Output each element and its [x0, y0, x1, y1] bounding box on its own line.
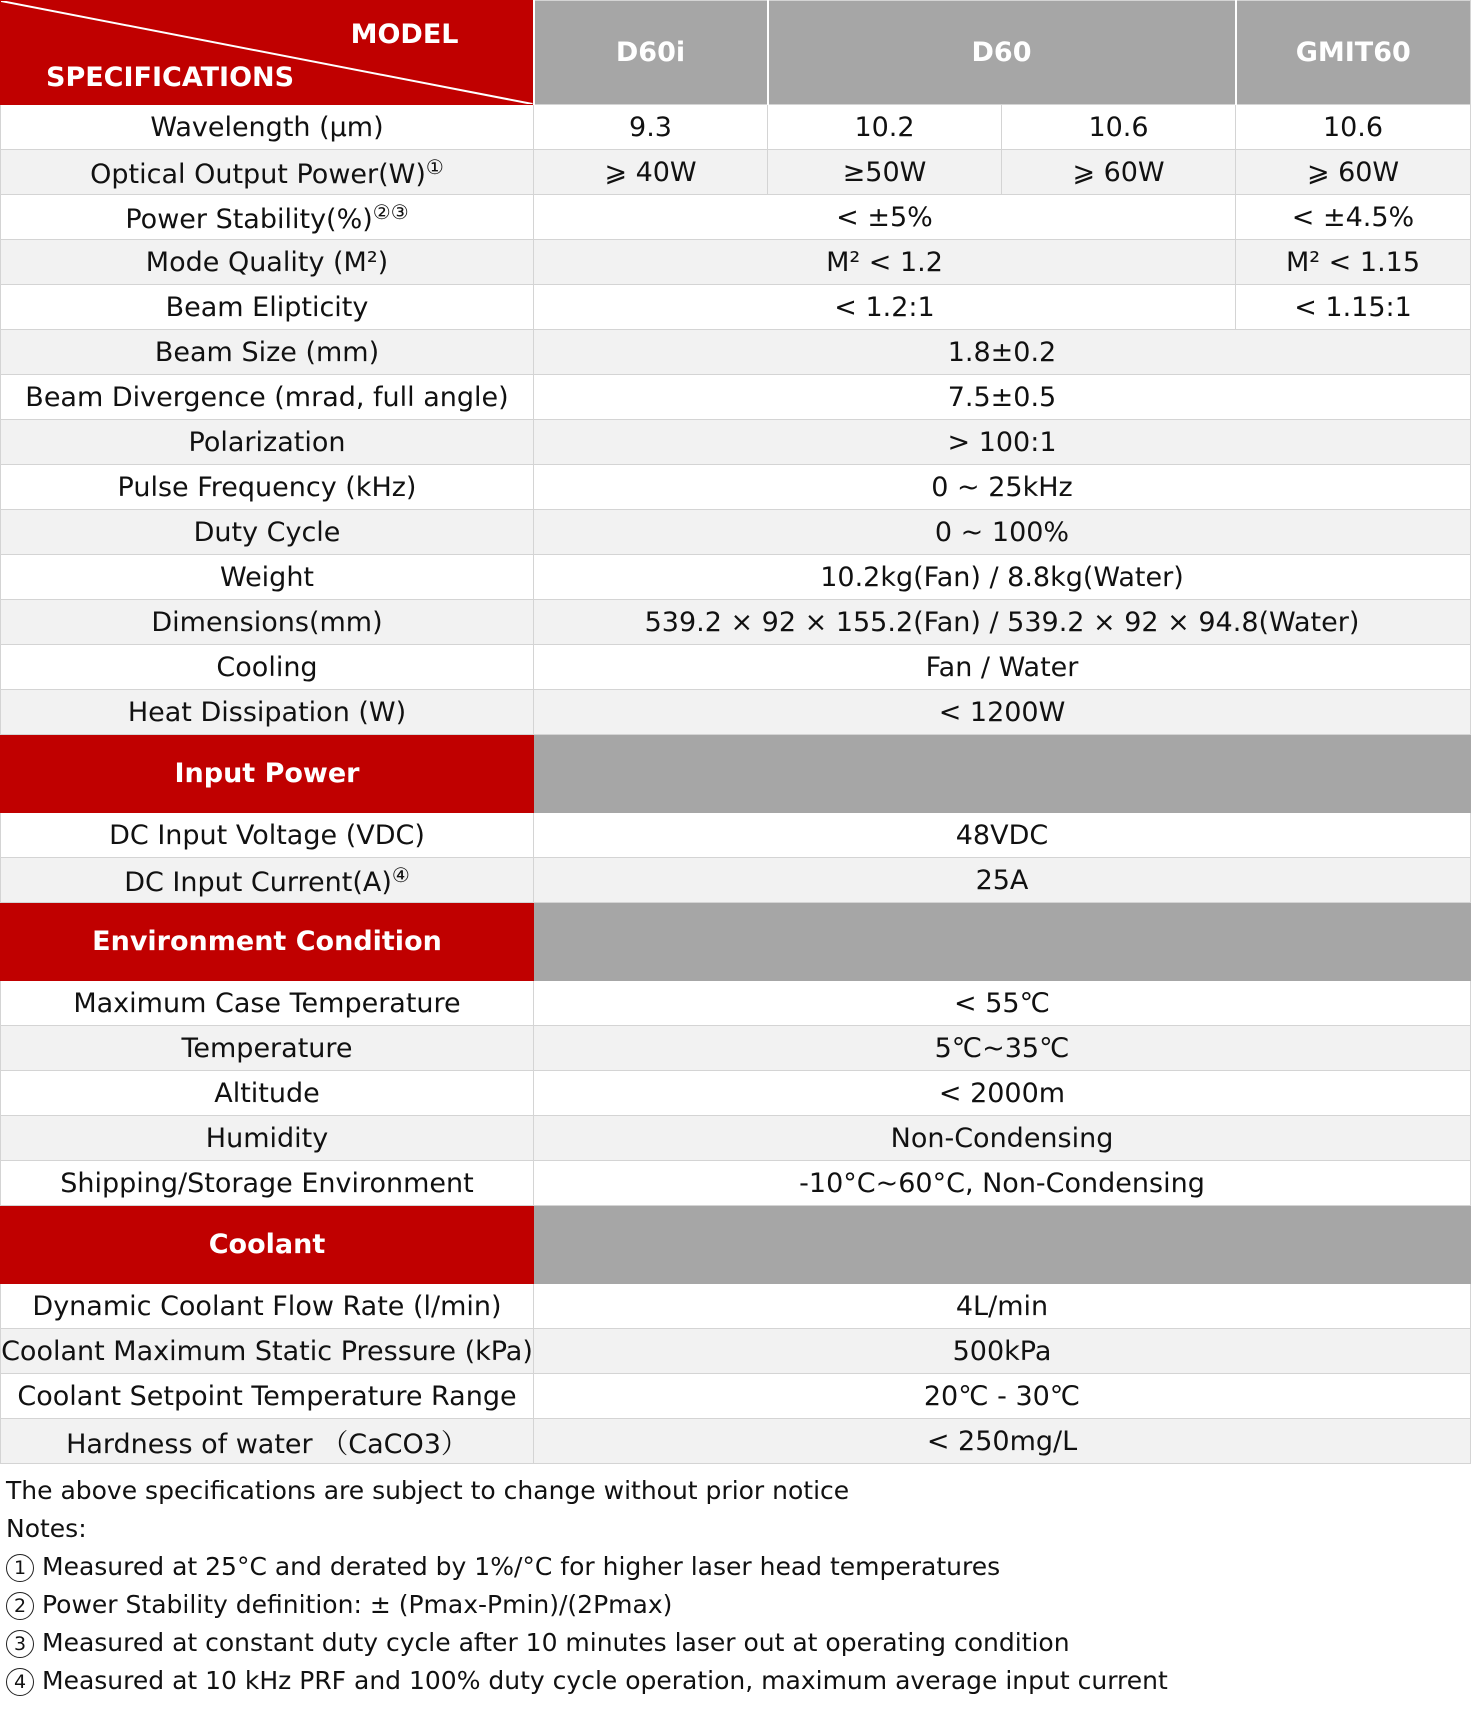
value-d60i: ⩾ 40W [534, 150, 768, 195]
value-d60i: 9.3 [534, 105, 768, 150]
row-label: Temperature [1, 1026, 534, 1071]
row-label: Power Stability(%) [125, 203, 373, 235]
value-d60-b: ⩾ 60W [1002, 150, 1236, 195]
notes-heading: Notes: [6, 1514, 87, 1543]
row-label: DC Input Current(A) [124, 866, 392, 898]
section-title: Input Power [1, 735, 534, 813]
header-diagonal-cell [1, 1, 534, 105]
row-cooling [1, 645, 1471, 690]
row-value: < 250mg/L [534, 1419, 1471, 1464]
row-label-cell [1, 858, 534, 903]
row-temperature [1, 1026, 1471, 1071]
row-polarization [1, 420, 1471, 465]
row-label: DC Input Voltage (VDC) [1, 813, 534, 858]
section-fill [534, 1206, 1471, 1284]
row-value: 20℃ - 30℃ [534, 1374, 1471, 1419]
row-dimensions [1, 600, 1471, 645]
row-value: 48VDC [534, 813, 1471, 858]
row-power-stability [1, 195, 1471, 240]
row-value: Fan / Water [534, 645, 1471, 690]
value-gmit60: < 1.15:1 [1236, 285, 1471, 330]
row-label: Dimensions(mm) [1, 600, 534, 645]
note-item [6, 1586, 1466, 1624]
value-d60-a: ≥50W [768, 150, 1002, 195]
footnote-marker: ① [425, 154, 444, 179]
note-text: Measured at 10 kHz PRF and 100% duty cycle operation, maximum average input current [42, 1666, 1168, 1695]
note-number-icon: 1 [6, 1554, 34, 1582]
value-d60-group: < 1.2:1 [534, 285, 1236, 330]
row-label: Heat Dissipation (W) [1, 690, 534, 735]
row-ellipticity [1, 285, 1471, 330]
row-value: 0 ~ 100% [534, 510, 1471, 555]
value-d60-group: M² < 1.2 [534, 240, 1236, 285]
model-label: MODEL [350, 19, 459, 50]
value-gmit60: < ±4.5% [1236, 195, 1471, 240]
row-value: < 2000m [534, 1071, 1471, 1116]
value-d60-group: < ±5% [534, 195, 1236, 240]
row-pulse-frequency [1, 465, 1471, 510]
row-label: Beam Divergence (mrad, full angle) [1, 375, 534, 420]
model-d60: D60 [768, 1, 1236, 105]
section-input-power [1, 735, 1471, 813]
row-mode-quality [1, 240, 1471, 285]
notes-block [6, 1472, 1466, 1700]
note-number-icon: 3 [6, 1630, 34, 1658]
row-duty-cycle [1, 510, 1471, 555]
row-value: < 1200W [534, 690, 1471, 735]
row-label-cell [1, 150, 534, 195]
row-label: Shipping/Storage Environment [1, 1161, 534, 1206]
row-label: Optical Output Power(W) [90, 158, 426, 190]
value-gmit60: M² < 1.15 [1236, 240, 1471, 285]
row-heat-dissipation [1, 690, 1471, 735]
section-coolant [1, 1206, 1471, 1284]
row-label: Mode Quality (M²) [1, 240, 534, 285]
row-value: 10.2kg(Fan) / 8.8kg(Water) [534, 555, 1471, 600]
section-fill [534, 735, 1471, 813]
row-label: Hardness of water （CaCO3） [1, 1419, 534, 1464]
row-beam-size [1, 330, 1471, 375]
row-value: < 55℃ [534, 981, 1471, 1026]
row-shipping-storage [1, 1161, 1471, 1206]
row-weight [1, 555, 1471, 600]
value-gmit60: ⩾ 60W [1236, 150, 1471, 195]
footnote-marker: ④ [391, 862, 410, 887]
row-max-case-temp [1, 981, 1471, 1026]
row-water-hardness [1, 1419, 1471, 1464]
row-coolant-setpoint [1, 1374, 1471, 1419]
row-label: Cooling [1, 645, 534, 690]
section-title: Coolant [1, 1206, 534, 1284]
row-label: Dynamic Coolant Flow Rate (l/min) [1, 1284, 534, 1329]
row-label: Maximum Case Temperature [1, 981, 534, 1026]
row-value: 539.2 × 92 × 155.2(Fan) / 539.2 × 92 × 94.8(Water) [534, 600, 1471, 645]
section-title: Environment Condition [1, 903, 534, 981]
footnote-marker: ②③ [372, 199, 409, 224]
note-item [6, 1624, 1466, 1662]
note-item [6, 1548, 1466, 1586]
note-number-icon: 4 [6, 1668, 34, 1696]
row-humidity [1, 1116, 1471, 1161]
value-d60-b: 10.6 [1002, 105, 1236, 150]
note-number-icon: 2 [6, 1592, 34, 1620]
row-dc-voltage [1, 813, 1471, 858]
row-label: Coolant Maximum Static Pressure (kPa) [1, 1329, 534, 1374]
row-label: Altitude [1, 1071, 534, 1116]
row-value: 500kPa [534, 1329, 1471, 1374]
row-wavelength [1, 105, 1471, 150]
row-label: Coolant Setpoint Temperature Range [1, 1374, 534, 1419]
row-value: -10°C~60°C, Non-Condensing [534, 1161, 1471, 1206]
row-label: Humidity [1, 1116, 534, 1161]
row-coolant-pressure [1, 1329, 1471, 1374]
row-label: Wavelength (μm) [1, 105, 534, 150]
row-dc-current [1, 858, 1471, 903]
value-gmit60: 10.6 [1236, 105, 1471, 150]
row-value: 25A [534, 858, 1471, 903]
row-label-cell [1, 195, 534, 240]
note-text: Measured at constant duty cycle after 10 minutes laser out at operating condition [42, 1628, 1070, 1657]
row-value: 4L/min [534, 1284, 1471, 1329]
row-value: 1.8±0.2 [534, 330, 1471, 375]
specifications-label: SPECIFICATIONS [46, 62, 295, 93]
row-value: 7.5±0.5 [534, 375, 1471, 420]
value-d60-a: 10.2 [768, 105, 1002, 150]
row-label: Weight [1, 555, 534, 600]
row-value: Non-Condensing [534, 1116, 1471, 1161]
row-label: Polarization [1, 420, 534, 465]
row-output-power [1, 150, 1471, 195]
note-item [6, 1662, 1466, 1700]
row-value: 5℃~35℃ [534, 1026, 1471, 1071]
row-value: 0 ~ 25kHz [534, 465, 1471, 510]
row-label: Beam Elipticity [1, 285, 534, 330]
header-row [1, 1, 1471, 105]
model-d60i: D60i [534, 1, 768, 105]
note-text: Power Stability definition: ± (Pmax-Pmin)/(2Pmax) [42, 1590, 673, 1619]
row-value: > 100:1 [534, 420, 1471, 465]
row-altitude [1, 1071, 1471, 1116]
section-fill [534, 903, 1471, 981]
row-label: Duty Cycle [1, 510, 534, 555]
row-divergence [1, 375, 1471, 420]
model-gmit60: GMIT60 [1236, 1, 1471, 105]
section-environment [1, 903, 1471, 981]
row-label: Beam Size (mm) [1, 330, 534, 375]
disclaimer: The above specifications are subject to change without prior notice [6, 1476, 850, 1505]
row-coolant-flow [1, 1284, 1471, 1329]
note-text: Measured at 25°C and derated by 1%/°C for higher laser head temperatures [42, 1552, 1001, 1581]
row-label: Pulse Frequency (kHz) [1, 465, 534, 510]
